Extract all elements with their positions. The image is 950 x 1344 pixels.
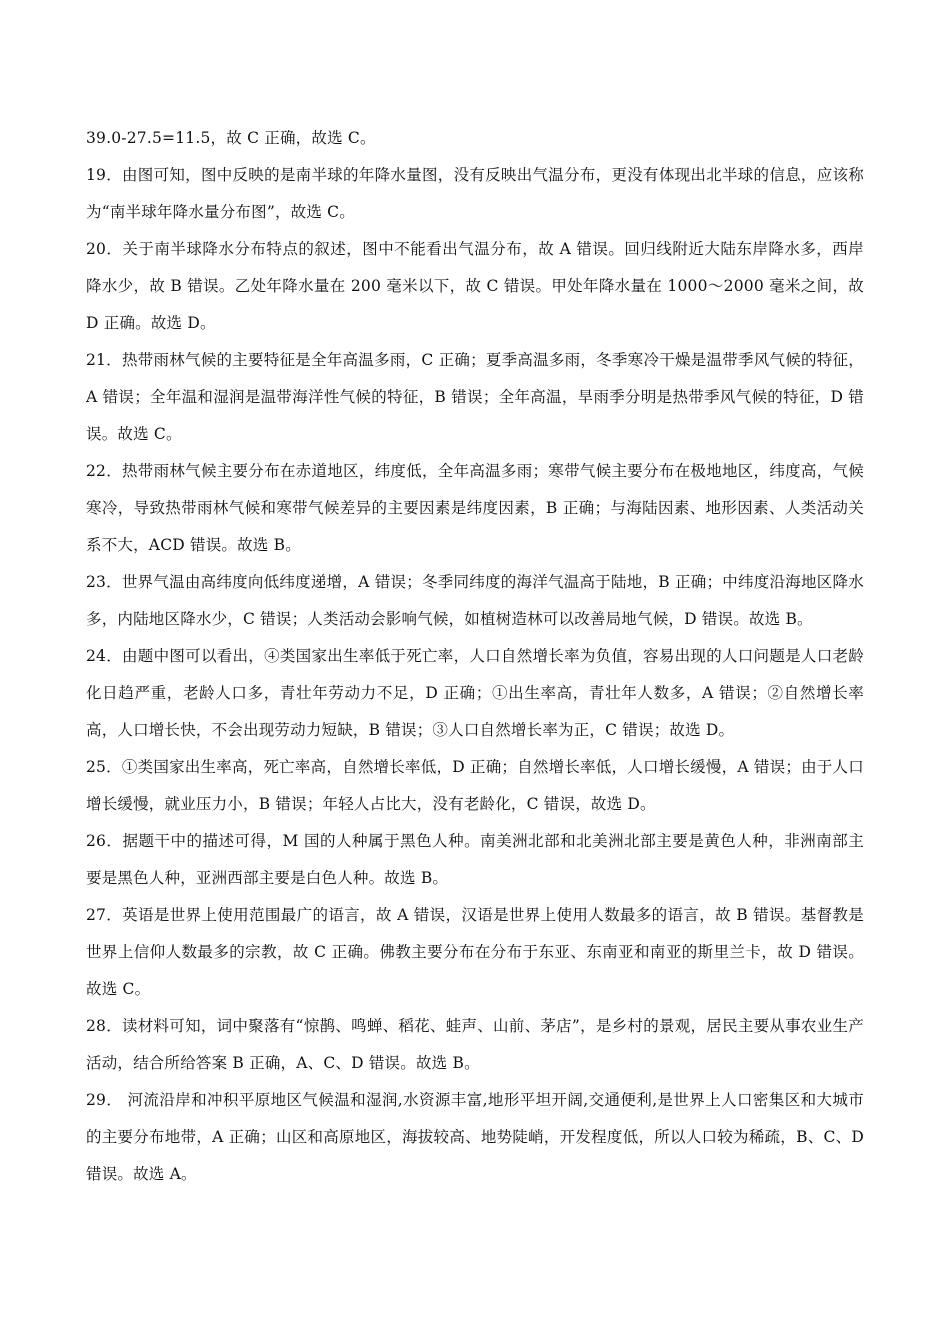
- answer-26: 26．据题干中的描述可得，M 国的人种属于黑色人种。南美洲北部和北美洲北部主要是黄色人种，非洲南部主要是黑色人种，亚洲西部主要是白色人种。故选 B。: [86, 832, 864, 887]
- answer-25: 25．①类国家出生率高，死亡率高，自然增长率低，D 正确；自然增长率低，人口增长缓慢，A 错误；由于人口增长缓慢，就业压力小，B 错误；年轻人占比大，没有老龄化，C 错误，故选 D。: [86, 758, 864, 813]
- answer-24: 24．由题中图可以看出，④类国家出生率低于死亡率，人口自然增长率为负值，容易出现的人口问题是人口老龄化日趋严重，老龄人口多，青壮年劳动力不足，D 正确；①出生率高，青壮年人数多，A 错误；②自然增长率高，人口增长快，不会出现劳动力短缺，B 错误；③人口自然增长率为正，C 错误；故选 D。: [86, 647, 864, 739]
- answer-23: 23．世界气温由高纬度向低纬度递增，A 错误；冬季同纬度的海洋气温高于陆地，B 正确；中纬度沿海地区降水多，内陆地区降水少，C 错误；人类活动会影响气候，如植树造林可以改善局地气候，D 错误。故选 B。: [86, 573, 864, 628]
- answer-22: 22．热带雨林气候主要分布在赤道地区，纬度低，全年高温多雨；寒带气候主要分布在极地地区，纬度高，气候寒冷，导致热带雨林气候和寒带气候差异的主要因素是纬度因素，B 正确；与海陆因素、地形因素、人类活动关系不大，ACD 错误。故选 B。: [86, 462, 864, 554]
- answer-29: 29． 河流沿岸和冲积平原地区气候温和湿润,水资源丰富,地形平坦开阔,交通便利,是世界上人口密集区和大城市的主要分布地带，A 正确；山区和高原地区，海拔较高、地势陡峭，开发程度低，所以人口较为稀疏，B、C、D 错误。故选 A。: [86, 1091, 864, 1183]
- answer-20: 20．关于南半球降水分布特点的叙述，图中不能看出气温分布，故 A 错误。回归线附近大陆东岸降水多，西岸降水少，故 B 错误。乙处年降水量在 200 毫米以下，故 C 错误。甲处年降水量在 1000～2000 毫米之间，故 D 正确。故选 D。: [86, 240, 864, 332]
- answer-27: 27．英语是世界上使用范围最广的语言，故 A 错误，汉语是世界上使用人数最多的语言，故 B 错误。基督教是世界上信仰人数最多的宗教，故 C 正确。佛教主要分布在分布于东亚、东南亚和南亚的斯里兰卡，故 D 错误。故选 C。: [86, 906, 864, 998]
- document-page: [86, 120, 864, 1193]
- answer-continuation: 39.0-27.5=11.5，故 C 正确，故选 C。: [86, 129, 376, 147]
- answer-21: 21．热带雨林气候的主要特征是全年高温多雨，C 正确；夏季高温多雨，冬季寒冷干燥是温带季风气候的特征，A 错误；全年温和湿润是温带海洋性气候的特征，B 错误；全年高温，旱雨季分明是热带季风气候的特征，D 错误。故选 C。: [86, 351, 864, 443]
- answer-19: 19．由图可知，图中反映的是南半球的年降水量图，没有反映出气温分布，更没有体现出北半球的信息，应该称为“南半球年降水量分布图”，故选 C。: [86, 166, 864, 221]
- answer-28: 28．读材料可知，词中聚落有“惊鹊、鸣蝉、稻花、蛙声、山前、茅店”，是乡村的景观，居民主要从事农业生产活动，结合所给答案 B 正确，A、C、D 错误。故选 B。: [86, 1017, 864, 1072]
